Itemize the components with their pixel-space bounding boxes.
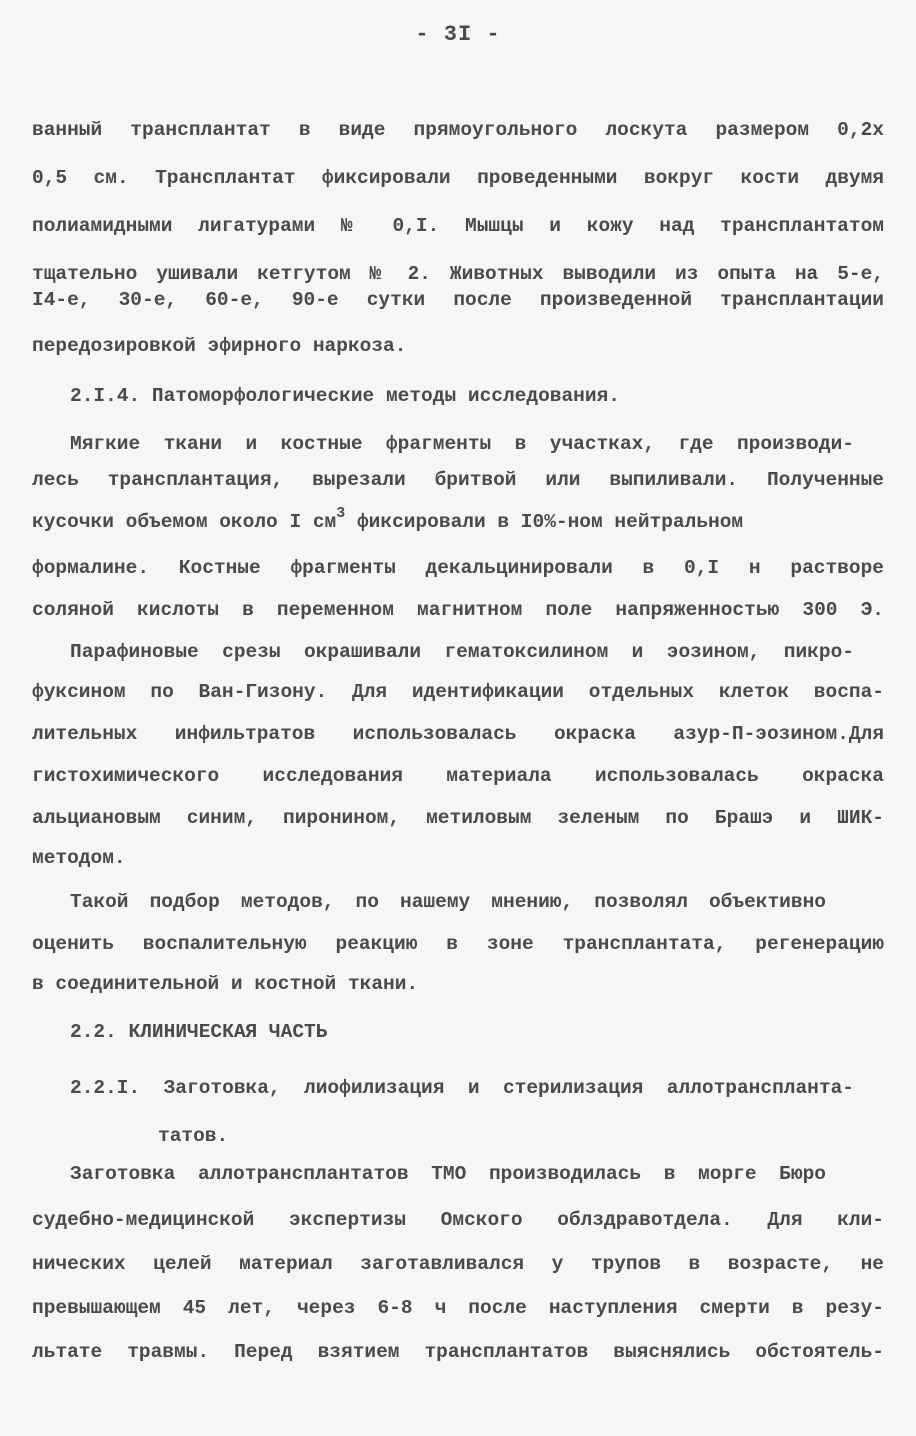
text-fragment: кусочки объемом около I см: [32, 511, 337, 533]
text-line: [32, 505, 884, 536]
subsection-heading: татов.: [158, 1125, 229, 1147]
text-line: Заготовка аллотрансплантатов ТМО производилась в морге Бюро: [70, 1163, 826, 1185]
text-line: гистохимического исследования материала использовалась окраска: [32, 765, 884, 787]
text-line: I4-е, 30-е, 60-е, 90-е сутки после произведенной трансплантации: [32, 289, 884, 311]
subsection-heading: 2.2.I. Заготовка, лиофилизация и стерилизация аллотранспланта-: [70, 1077, 854, 1099]
text-line: в соединительной и костной ткани.: [32, 973, 419, 995]
text-line: нических целей материал заготавливался у трупов в возрасте, не: [32, 1253, 884, 1275]
text-line: лительных инфильтратов использовалась окраска азур-П-эозином.Для: [32, 723, 884, 745]
section-heading: 2.I.4. Патоморфологические методы исследования.: [70, 385, 620, 407]
text-line: Мягкие ткани и костные фрагменты в участках, где производи-: [70, 433, 854, 455]
text-fragment: фиксировали в I0%-ном нейтральном: [345, 511, 744, 533]
text-line: ванный трансплантат в виде прямоугольного лоскута размером 0,2х: [32, 119, 884, 141]
text-line: соляной кислоты в переменном магнитном поле напряженностью 300 Э.: [32, 599, 884, 621]
text-line: формалине. Костные фрагменты декальцинировали в 0,I н растворе: [32, 557, 884, 579]
text-line: альциановым синим, пиронином, метиловым зеленым по Брашэ и ШИК-: [32, 807, 884, 829]
text-line: тщательно ушивали кетгутом № 2. Животных выводили из опыта на 5-е,: [32, 263, 884, 285]
text-line: лесь трансплантация, вырезали бритвой или выпиливали. Полученные: [32, 469, 884, 491]
text-line: передозировкой эфирного наркоза.: [32, 335, 407, 357]
text-line: Такой подбор методов, по нашему мнению, позволял объективно: [70, 891, 826, 913]
text-line: судебно-медицинской экспертизы Омского облздравотдела. Для кли-: [32, 1209, 884, 1231]
text-line: методом.: [32, 847, 126, 869]
page-number: - 3I -: [415, 22, 501, 47]
superscript: 3: [336, 505, 346, 522]
text-line: фуксином по Ван-Гизону. Для идентификации отдельных клеток воспа-: [32, 681, 884, 703]
text-line: превышающем 45 лет, через 6-8 ч после наступления смерти в резу-: [32, 1297, 884, 1319]
text-line: полиамидными лигатурами № 0,I. Мышцы и кожу над трансплантатом: [32, 215, 884, 237]
text-line: 0,5 см. Трансплантат фиксировали проведенными вокруг кости двумя: [32, 167, 884, 189]
text-line: льтате травмы. Перед взятием трансплантатов выяснялись обстоятель-: [32, 1341, 884, 1363]
text-line: Парафиновые срезы окрашивали гематоксилином и эозином, пикро-: [70, 641, 854, 663]
text-line: оценить воспалительную реакцию в зоне трансплантата, регенерацию: [32, 933, 884, 955]
section-heading: 2.2. КЛИНИЧЕСКАЯ ЧАСТЬ: [70, 1021, 328, 1043]
